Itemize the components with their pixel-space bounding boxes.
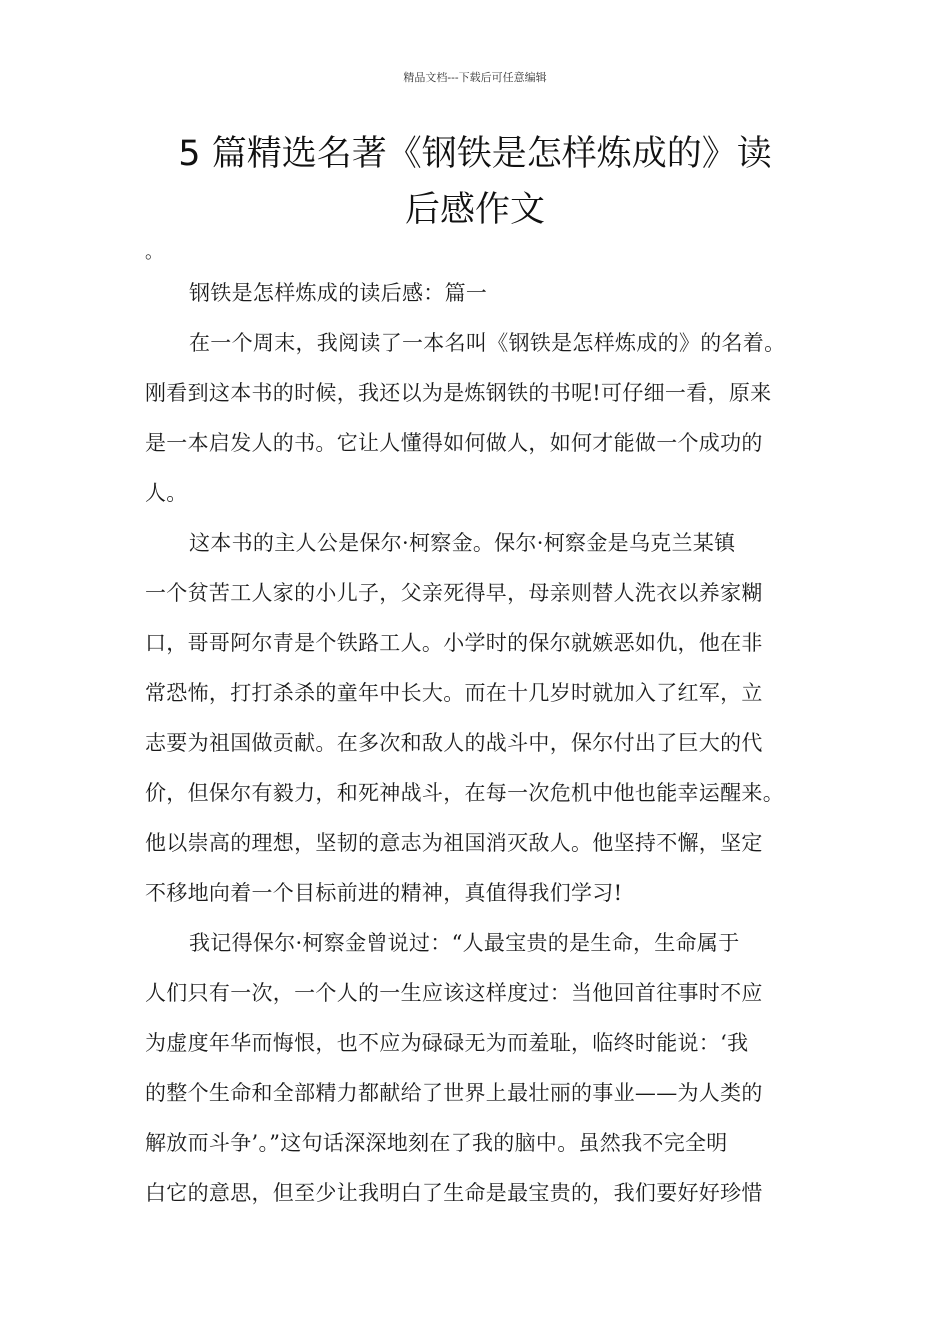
body-line: 人们只有一次，一个人的一生应该这样度过：当他回首往事时不应 — [145, 981, 763, 1005]
body-line: 刚看到这本书的时候，我还以为是炼钢铁的书呢!可仔细一看，原来 — [145, 381, 772, 405]
body-line: 价，但保尔有毅力，和死神战斗，在每一次危机中他也能幸运醒来。 — [145, 781, 784, 805]
body-line: 这本书的主人公是保尔·柯察金。保尔·柯察金是乌克兰某镇 — [189, 531, 736, 555]
title-line-2: 后感作文 — [404, 190, 545, 230]
body-line: 为虚度年华而悔恨，也不应为碌碌无为而羞耻，临终时能说：‘我 — [145, 1031, 749, 1055]
body-line: 口，哥哥阿尔青是个铁路工人。小学时的保尔就嫉恶如仇，他在非 — [145, 631, 763, 655]
body-line: 人。 — [145, 481, 188, 505]
body-line: 的整个生命和全部精力都献给了世界上最壮丽的事业——为人类的 — [145, 1081, 763, 1105]
body-line: 不移地向着一个目标前进的精神，真值得我们学习! — [145, 881, 623, 905]
body-line: 白它的意思，但至少让我明白了生命是最宝贵的，我们要好好珍惜 — [145, 1181, 763, 1205]
article-body — [145, 238, 835, 1218]
header-note: 精品文档---下载后可任意编辑 — [403, 71, 547, 84]
body-line: 我记得保尔·柯察金曾说过：“人最宝贵的是生命，生命属于 — [189, 931, 740, 955]
body-line: 志要为祖国做贡献。在多次和敌人的战斗中，保尔付出了巨大的代 — [145, 731, 763, 755]
body-line: 一个贫苦工人家的小儿子，父亲死得早，母亲则替人洗衣以养家糊 — [145, 581, 763, 605]
body-line: 他以崇高的理想，坚韧的意志为祖国消灭敌人。他坚持不懈，坚定 — [145, 831, 763, 855]
title-line-1: 5 篇精选名著《钢铁是怎样炼成的》读 — [178, 134, 772, 174]
body-line: 。 — [145, 242, 164, 263]
section-heading: 钢铁是怎样炼成的读后感：篇一 — [189, 281, 488, 305]
page-title — [120, 126, 830, 238]
body-line: 在一个周末，我阅读了一本名叫《钢铁是怎样炼成的》的名着。 — [189, 331, 786, 355]
body-line: 解放而斗争’。”这句话深深地刻在了我的脑中。虽然我不完全明 — [145, 1131, 728, 1155]
body-line: 是一本启发人的书。它让人懂得如何做人，如何才能做一个成功的 — [145, 431, 763, 455]
body-line: 常恐怖，打打杀杀的童年中长大。而在十几岁时就加入了红军，立 — [145, 681, 763, 705]
